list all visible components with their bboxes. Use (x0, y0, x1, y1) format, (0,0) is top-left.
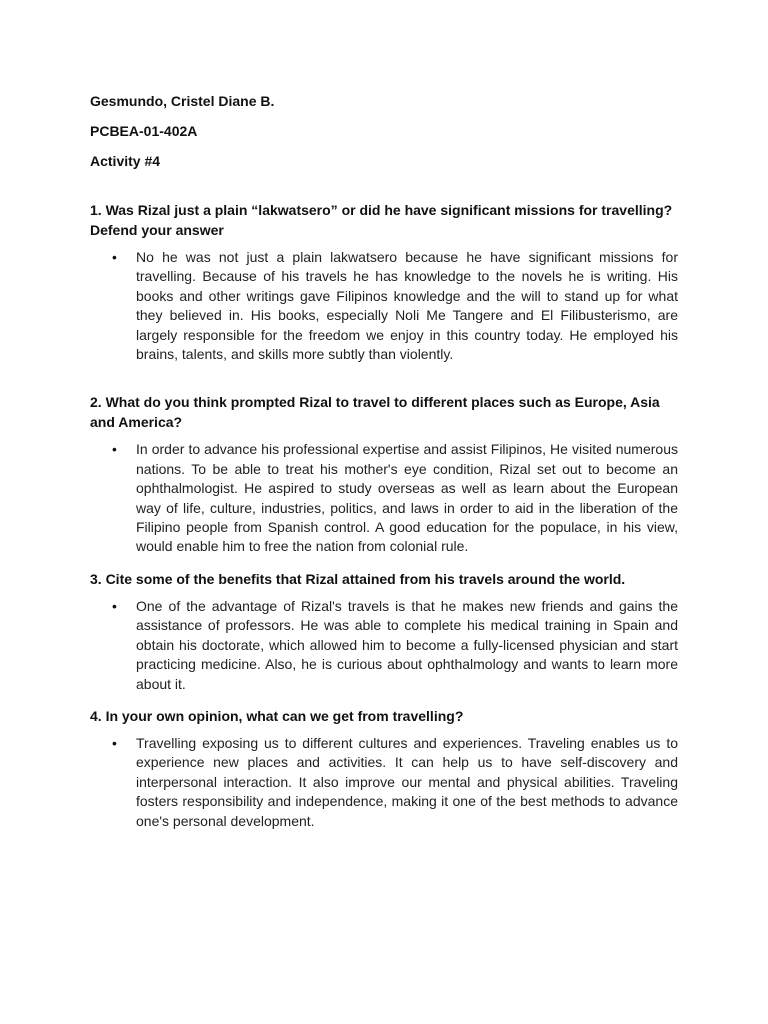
question-block-2 (90, 392, 678, 556)
document-page (90, 92, 678, 845)
bullet-icon: • (112, 249, 117, 265)
answer-1 (90, 248, 678, 364)
question-2: 2. What do you think prompted Rizal to travel to different places such as Europe, Asia and America? (90, 394, 660, 431)
answer-list-1 (90, 248, 678, 364)
question-3: 3. Cite some of the benefits that Rizal attained from his travels around the world. (90, 570, 626, 587)
answer-text-3: One of the advantage of Rizal's travels is that he makes new friends and gains the assistance of professors. He was able to complete his medical training in Spain and obtain his doctorate, which allowed him to become a fully-licensed physician and start practicing medicine. Also, he is curious about ophthalmology and wants to learn more about it. (136, 597, 678, 692)
answer-list-3 (90, 597, 678, 694)
question-block-3 (90, 569, 678, 694)
question-4: 4. In your own opinion, what can we get from travelling? (90, 707, 464, 724)
question-block-4 (90, 706, 678, 831)
answer-list-2 (90, 440, 678, 556)
answer-2 (90, 440, 678, 556)
question-1: 1. Was Rizal just a plain “lakwatsero” or did he have significant missions for travelling? Defend your answer (90, 202, 673, 238)
bullet-icon: • (112, 734, 117, 751)
bullet-icon: • (112, 597, 117, 614)
answer-list-4 (90, 734, 678, 831)
bullet-icon: • (112, 441, 117, 458)
answer-text-1: No he was not just a plain lakwatsero because he have significant missions for travelling. Because of his travels he has knowledge to the novels he is writing. His books and other writings gave Filipinos knowledge and the will to stand up for what they believed in. His books, especially Noli Me Tangere and El Filibusterismo, are largely responsible for the freedom we enjoy in this country today. He employed his brains, talents, and skills more subtly than violently. (136, 249, 678, 363)
class-section: PCBEA-01-402A (90, 123, 198, 139)
answer-4 (90, 734, 678, 831)
question-block-1 (90, 200, 678, 364)
activity-title: Activity #4 (90, 153, 161, 169)
answer-3 (90, 597, 678, 694)
answer-text-2: In order to advance his professional expertise and assist Filipinos, He visited numerous nations. To be able to treat his mother's eye condition, Rizal set out to become an ophthalmologist. He aspired to study overseas as well as learn about the European way of life, culture, industries, politics, and laws in order to aid in the liberation of the Filipino people from Spanish control. A good education for the populace, in his view, would enable him to free the nation from colonial rule. (136, 441, 678, 555)
student-name: Gesmundo, Cristel Diane B. (90, 93, 275, 109)
answer-text-4: Travelling exposing us to different cultures and experiences. Traveling enables us to experience new places and activities. It can help us to have self-discovery and interpersonal interaction. It also improve our mental and physical abilities. Traveling fosters responsibility and independence, making it one of the best methods to advance one's personal development. (136, 734, 678, 829)
